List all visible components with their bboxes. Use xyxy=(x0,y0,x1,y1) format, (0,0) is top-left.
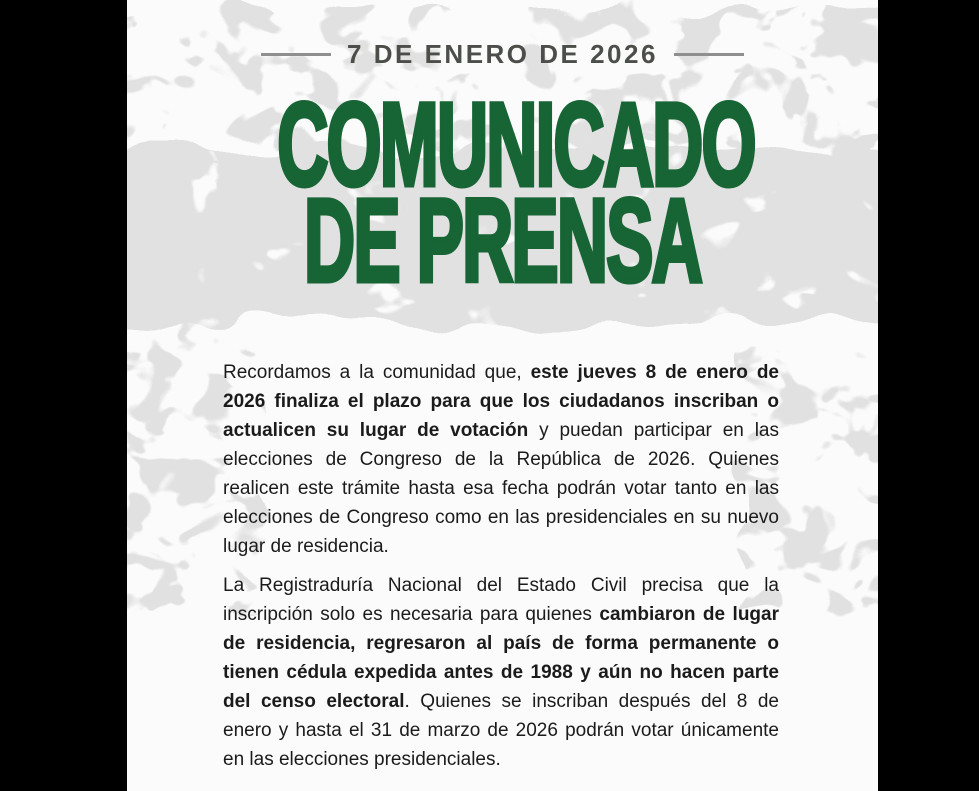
letterbox-right xyxy=(878,0,979,791)
paragraph xyxy=(223,571,779,774)
date-dash-left xyxy=(261,53,331,56)
press-release-page xyxy=(127,0,878,791)
paragraph xyxy=(223,358,779,561)
text-run: La Registraduría Nacional del Estado Civil precisa que la inscripción solo es necesaria para quienes xyxy=(223,575,779,625)
body-text xyxy=(223,358,779,774)
title-line-1: COMUNICADO xyxy=(277,79,755,211)
main-title xyxy=(127,79,878,307)
text-run: y puedan participar en las elecciones de Congreso de la República de 2026. Quienes realicen este trámite hasta esa fecha podrán votar tanto en las elecciones de Congreso como en las presidenciales en su nuevo lugar de residencia. xyxy=(223,420,779,557)
letterbox-left xyxy=(0,0,127,791)
text-run: . Quienes se inscriban después del 8 de enero y hasta el 31 de marzo de 2026 podrán votar únicamente en las elecciones presidenciales. xyxy=(223,691,780,770)
bold-text-run: cambiaron de lugar de residencia, regresaron al país de forma permanente o tienen cédula expedida antes de 1988 y aún no hacen parte del censo electoral xyxy=(223,604,779,712)
date-label: 7 DE ENERO DE 2026 xyxy=(347,39,658,69)
bold-text-run: este jueves 8 de enero de 2026 finaliza el plazo para que los ciudadanos inscriban o actualicen su lugar de votación xyxy=(223,362,779,441)
text-run: Recordamos a la comunidad que, xyxy=(223,362,531,383)
date-dash-right xyxy=(674,53,744,56)
title-line-2: DE PRENSA xyxy=(304,175,701,307)
date-header xyxy=(127,39,878,70)
